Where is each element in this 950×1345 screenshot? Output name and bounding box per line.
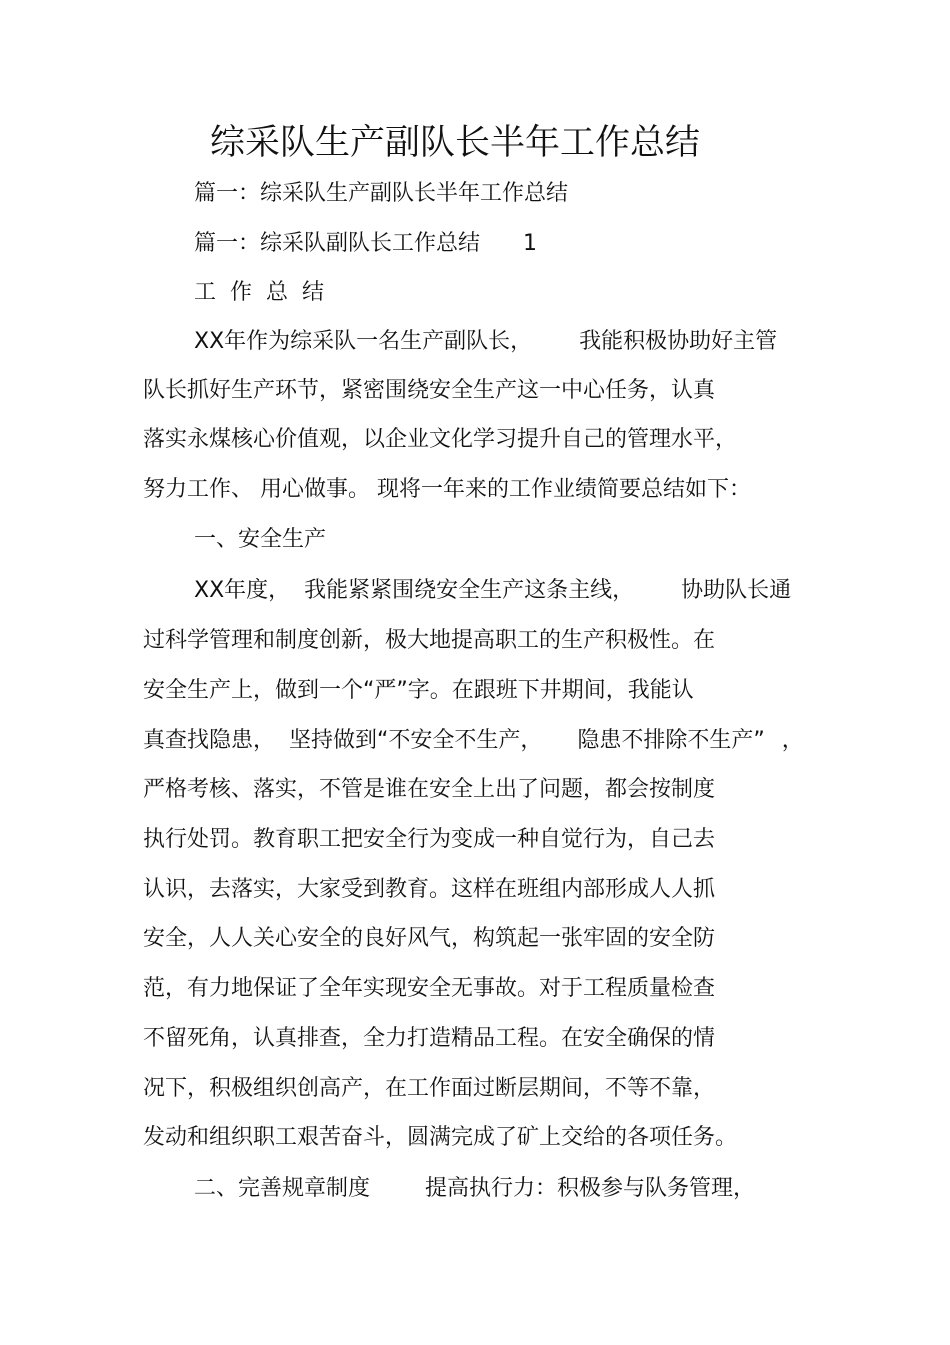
paragraph-2-line-12: 发动和组织职工艰苦奋斗，圆满完成了矿上交给的各项任务。 [143, 1125, 738, 1150]
p1-line1-a: XX年作为综采队一名生产副队长， [194, 329, 533, 354]
subtitle-line-1: 篇一：综采队生产副队长半年工作总结 [194, 181, 569, 206]
subtitle-2-number: 1 [523, 231, 538, 256]
paragraph-2-line-6: 执行处罚。教育职工把安全行为变成一种自觉行为，自己去 [143, 827, 716, 852]
paragraph-2-line-3: 安全生产上，做到一个“严”字。在跟班下井期间，我能认 [143, 678, 694, 703]
p2-line4-b: 隐患不排除不生产” [577, 728, 765, 753]
section-heading-work-summary [194, 277, 324, 309]
section-2-continuation: 提高执行力：积极参与队务管理， [425, 1176, 756, 1201]
section-2-title-line [194, 1173, 755, 1205]
section-2-title: 二、完善规章制度 [194, 1176, 371, 1201]
paragraph-1-line-1 [194, 326, 777, 358]
paragraph-2-line-10: 不留死角，认真排查，全力打造精品工程。在安全确保的情 [143, 1026, 716, 1051]
paragraph-2-line-8: 安全，人人关心安全的良好风气，构筑起一张牢固的安全防 [143, 926, 716, 951]
p2-line4-c: ， [781, 728, 804, 753]
paragraph-2-line-7: 认识，去落实，大家受到教育。这样在班组内部形成人人抓 [143, 877, 716, 902]
paragraph-2-line-1 [194, 575, 791, 607]
p2-line4-a: 真查找隐患， 坚持做到“不安全不生产， [143, 728, 543, 753]
paragraph-2-line-9: 范，有力地保证了全年实现安全无事故。对于工程质量检查 [143, 976, 716, 1001]
p1-line1-b: 我能积极协助好主管 [579, 329, 778, 354]
p2-line1-b: 协助队长通 [681, 578, 792, 603]
subtitle-line-2 [194, 228, 537, 260]
heading-work-summary-text: 工 作 总 结 [194, 280, 324, 305]
paragraph-2-line-11: 况下，积极组织创高产，在工作面过断层期间，不等不靠， [143, 1076, 716, 1101]
document-title: 综采队生产副队长半年工作总结 [209, 123, 700, 163]
section-1-title: 一、安全生产 [194, 527, 327, 552]
paragraph-1-line-4: 努力工作、 用心做事。 现将一年来的工作业绩简要总结如下： [143, 477, 751, 502]
paragraph-2-line-2: 过科学管理和制度创新，极大地提高职工的生产积极性。在 [143, 628, 716, 653]
paragraph-1-line-3: 落实永煤核心价值观，以企业文化学习提升自己的管理水平， [143, 427, 738, 452]
subtitle-2-text: 篇一：综采队副队长工作总结 [194, 231, 481, 256]
paragraph-1-line-2: 队长抓好生产环节，紧密围绕安全生产这一中心任务，认真 [143, 378, 716, 403]
paragraph-2-line-5: 严格考核、落实，不管是谁在安全上出了问题，都会按制度 [143, 777, 716, 802]
p2-line1-a: XX年度， 我能紧紧围绕安全生产这条主线， [194, 578, 635, 603]
paragraph-2-line-4 [143, 725, 804, 757]
